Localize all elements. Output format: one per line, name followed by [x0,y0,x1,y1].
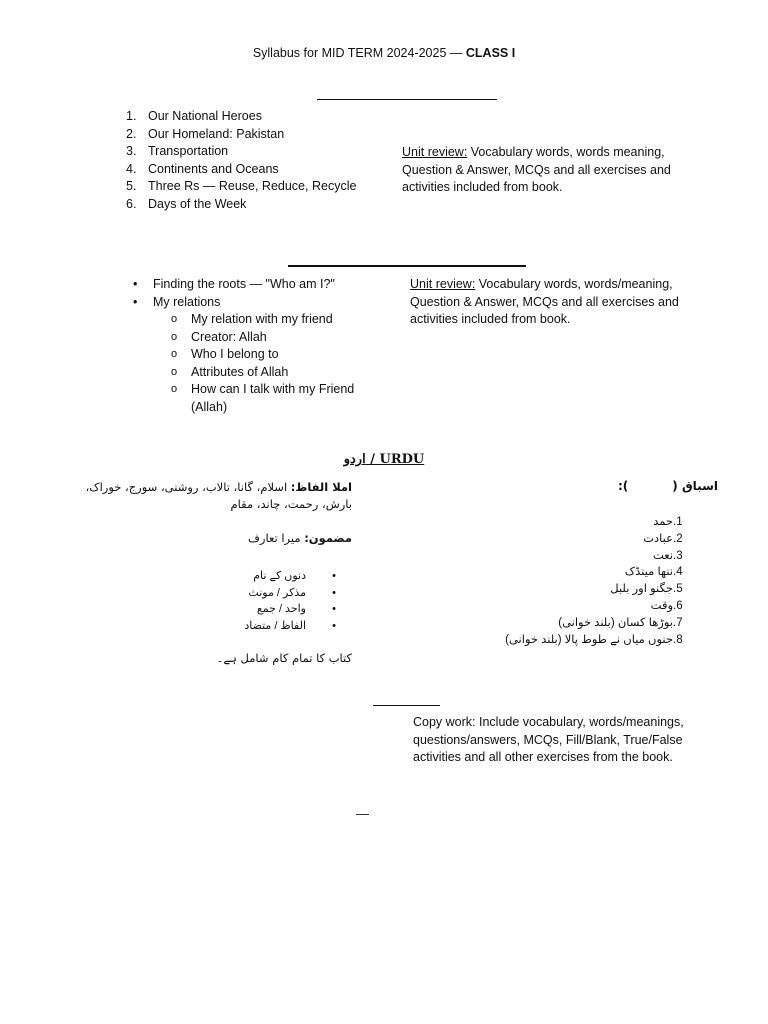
list-item: 2. Our Homeland: Pakistan [126,126,285,141]
section1-topic-list [126,108,356,213]
list-item: .6وقت [650,599,683,612]
bottom-dash: — [356,806,369,821]
section2-unit-review: Unit review: Vocabulary words, words/meaning, Question & Answer, MCQs and all exercises and activities included from book. [410,277,679,326]
list-item: o How can I talk with my Friend (Allah) [128,381,371,416]
page-title: Syllabus for MID TERM 2024-2025 — CLASS I [252,46,516,60]
list-item: .2عبادت [643,532,683,545]
list-item: .5جگنو اور بلبل [610,583,683,596]
list-item: • الفاظ / متضاد [244,619,336,632]
list-item: o My relation with my friend [128,311,398,329]
urdu-lessons-list [395,514,695,648]
list-item: .1حمد [653,516,683,528]
list-item: 5. Three Rs — Reuse, Reduce, Recycle [126,179,357,193]
list-item: o Who I belong to [128,346,398,364]
copy-work-note: Copy work: Include vocabulary, words/meanings, questions/answers, MCQs, Fill/Blank, True/False activities and all other exercises from the book. [413,715,684,764]
list-item: 6. Days of the Week [126,196,247,211]
mazmoon: مضمون: میرا تعارف [247,531,352,545]
urdu-grammar-list [210,568,336,634]
list-item: • مذکر / مونث [248,586,336,599]
list-item: .7بوڑھا کسان (بلند خوانی) [558,616,683,629]
list-item: .8جنوں میاں نے طوط پالا (بلند خوانی) [505,633,683,646]
imla-words: املا الفاظ: اسلام، گانا، تالاب، روشنی، سورج، خوراک، بارش، رحمت، چاند، مقام [85,480,352,511]
section2-heading-rule [288,265,526,267]
list-item: • Finding the roots — "Who am I?" [128,276,398,294]
asbaaq-heading: اسباق (): [617,479,718,493]
urdu-section-heading: اردو / URDU [343,452,425,467]
list-item: o Attributes of Allah [128,364,398,382]
list-item: .4ننھا مینڈک [624,566,683,579]
list-item: • واحد / جمع [256,603,336,615]
list-item: o Creator: Allah [128,329,398,347]
kitab-note: کتاب کا تمام کام شامل ہے۔ [216,651,352,665]
section4-heading-rule [373,705,440,706]
list-item: • My relations [128,294,398,312]
list-item: .3نعت [652,549,683,562]
section1-heading-rule [317,99,497,100]
section1-unit-review: Unit review: Vocabulary words, words meaning, Question & Answer, MCQs and all exercises and activities included from book. [402,145,671,194]
section2-topics [128,276,398,416]
list-item: 1. Our National Heroes [126,109,262,123]
list-item: 3. Transportation [126,144,229,158]
list-item: 4. Continents and Oceans [126,161,279,176]
list-item: • دنوں کے نام [253,570,336,582]
